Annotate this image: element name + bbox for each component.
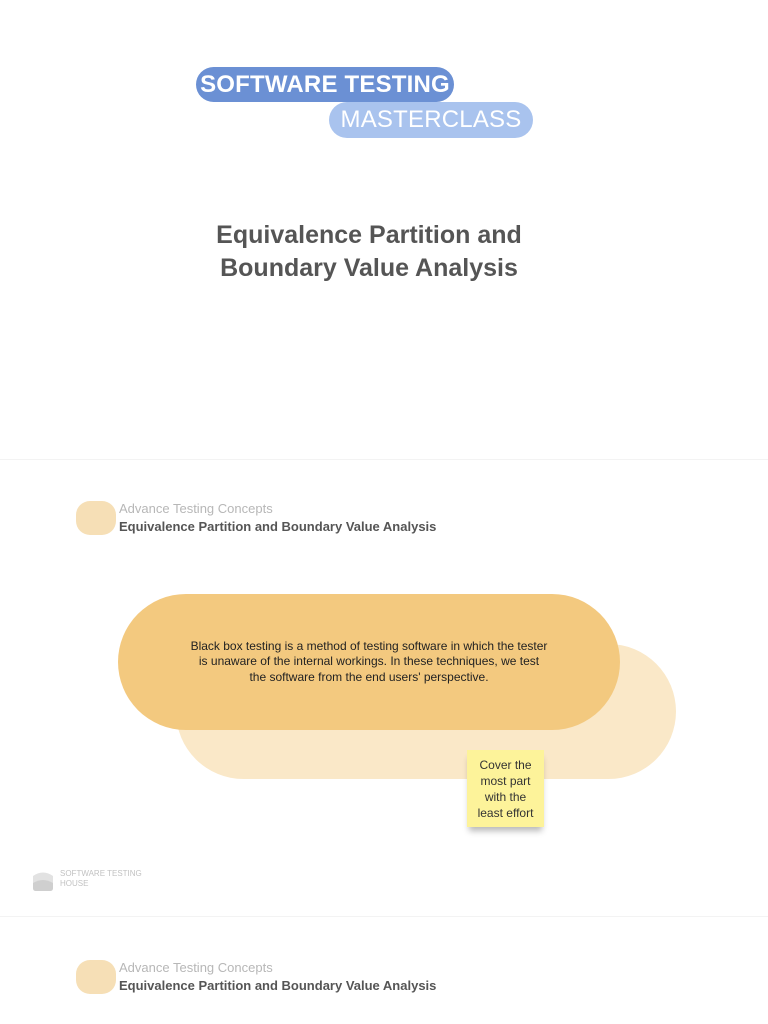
header-topic-label: Equivalence Partition and Boundary Value Analysis [119,978,437,993]
slide-header [0,960,768,1000]
masterclass-logo-primary [196,67,454,102]
house-logo-icon [31,868,55,892]
sticky-line-1: Cover the [479,757,532,772]
header-section-label: Advance Testing Concepts [119,501,273,516]
header-section-label: Advance Testing Concepts [119,960,273,975]
header-marker [76,960,116,994]
sticky-line-4: least effort [477,805,534,820]
logo-line-2: MASTERCLASS [340,106,522,133]
sticky-line-3: with the [484,789,527,804]
slide-title [134,219,604,285]
slide-title-line-2: Boundary Value Analysis [220,254,518,282]
masterclass-logo-secondary [329,102,533,138]
logo-line-1: SOFTWARE TESTING [200,70,450,98]
sticky-note [467,750,544,827]
definition-line-3: the software from the end users' perspective. [249,669,489,684]
definition-text [174,639,564,686]
definition-pill [118,594,620,730]
slide-title-line-1: Equivalence Partition and [216,221,522,249]
footer-logo-line-1: SOFTWARE TESTING [60,869,142,878]
slide-header [0,501,768,541]
header-marker [76,501,116,535]
sticky-note-text [478,757,534,821]
sticky-line-2: most part [480,773,531,788]
footer-logo [31,868,161,892]
slide-divider [0,916,768,917]
slide-divider [0,459,768,460]
header-topic-label: Equivalence Partition and Boundary Value Analysis [119,519,437,534]
definition-line-1: Black box testing is a method of testing software in which the tester [190,638,548,653]
definition-line-2: is unaware of the internal workings. In these techniques, we test [198,654,540,669]
footer-logo-line-2: HOUSE [60,879,89,888]
footer-logo-text [60,869,160,889]
